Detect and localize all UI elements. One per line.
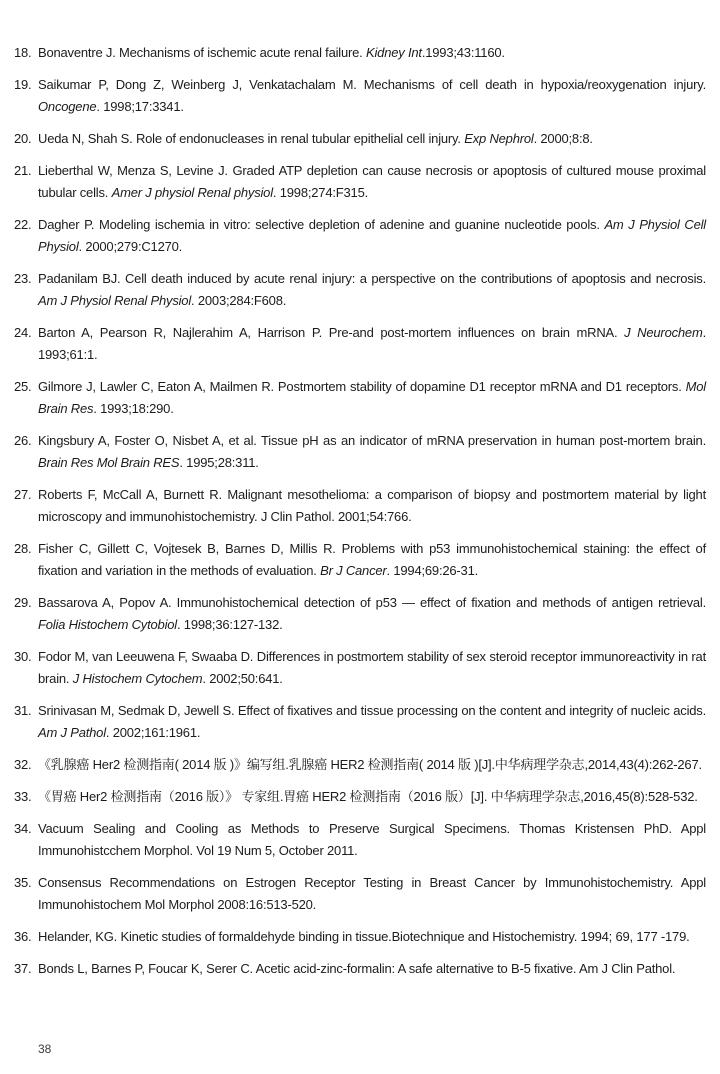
reference-text: Srinivasan M, Sedmak D, Jewell S. Effect of fixatives and tissue processing on the content and integrity of nucleic acids. Am J Pathol. 2002;161:1961. — [38, 703, 706, 740]
reference-text: Dagher P. Modeling ischemia in vitro: selective depletion of adenine and guanine nucleotide pools. Am J Physiol Cell Physiol. 2000;279:C1270. — [38, 217, 706, 254]
reference-number: 33. — [14, 789, 32, 804]
reference-item — [14, 872, 706, 916]
reference-text: 《乳腺癌 Her2 检测指南( 2014 版 )》编写组.乳腺癌 HER2 检测指南( 2014 版 )[J].中华病理学杂志,2014,43(4):262-267. — [38, 757, 702, 772]
reference-item — [14, 818, 706, 862]
reference-number: 18. — [14, 45, 32, 60]
reference-item — [14, 268, 706, 312]
reference-item — [14, 484, 706, 528]
reference-item — [14, 958, 706, 980]
reference-number: 34. — [14, 821, 32, 836]
reference-text: Gilmore J, Lawler C, Eaton A, Mailmen R. Postmortem stability of dopamine D1 receptor mRNA and D1 receptors. Mol Brain Res. 1993;18:290. — [38, 379, 706, 416]
reference-number: 20. — [14, 131, 32, 146]
reference-item — [14, 754, 706, 776]
reference-text: Ueda N, Shah S. Role of endonucleases in renal tubular epithelial cell injury. Exp Nephrol. 2000;8:8. — [38, 131, 593, 146]
reference-number: 31. — [14, 703, 32, 718]
reference-text: Kingsbury A, Foster O, Nisbet A, et al. Tissue pH as an indicator of mRNA preservation in human post-mortem brain. Brain Res Mol Brain RES. 1995;28:311. — [38, 433, 706, 470]
reference-text: 《胃癌 Her2 检测指南（2016 版）》 专家组.胃癌 HER2 检测指南（2016 版）[J]. 中华病理学杂志,2016,45(8):528-532. — [38, 789, 698, 804]
reference-item — [14, 74, 706, 118]
reference-number: 32. — [14, 757, 32, 772]
reference-number: 37. — [14, 961, 32, 976]
reference-number: 28. — [14, 541, 32, 556]
reference-number: 25. — [14, 379, 32, 394]
reference-number: 35. — [14, 875, 32, 890]
reference-item — [14, 376, 706, 420]
reference-item — [14, 926, 706, 948]
reference-number: 19. — [14, 77, 32, 92]
reference-text: Helander, KG. Kinetic studies of formaldehyde binding in tissue.Biotechnique and Histochemistry. 1994; 69, 177 -179. — [38, 929, 690, 944]
reference-item — [14, 538, 706, 582]
reference-item — [14, 128, 706, 150]
reference-text: Fodor M, van Leeuwena F, Swaaba D. Differences in postmortem stability of sex steroid receptor immunoreactivity in rat brain. J Histochem Cytochem. 2002;50:641. — [38, 649, 706, 686]
reference-text: Fisher C, Gillett C, Vojtesek B, Barnes D, Millis R. Problems with p53 immunohistochemical staining: the effect of fixation and variation in the methods of evaluation. Br J Cancer. 1994;69:26-31. — [38, 541, 706, 578]
reference-text: Barton A, Pearson R, Najlerahim A, Harrison P. Pre-and post-mortem influences on brain mRNA. J Neurochem. 1993;61:1. — [38, 325, 707, 362]
reference-number: 22. — [14, 217, 32, 232]
reference-item — [14, 42, 706, 64]
reference-text: Consensus Recommendations on Estrogen Receptor Testing in Breast Cancer by Immunohistochemistry. Appl Immunohistochem Mol Morphol 2008:16:513-520. — [38, 875, 706, 912]
reference-text: Bonaventre J. Mechanisms of ischemic acute renal failure. Kidney Int.1993;43:1160. — [38, 45, 505, 60]
reference-number: 29. — [14, 595, 32, 610]
reference-text: Padanilam BJ. Cell death induced by acute renal injury: a perspective on the contributions of apoptosis and necrosis. Am J Physiol Renal Physiol. 2003;284:F608. — [38, 271, 706, 308]
reference-text: Bassarova A, Popov A. Immunohistochemical detection of p53 — effect of fixation and methods of antigen retrieval. Folia Histochem Cytobiol. 1998;36:127-132. — [38, 595, 706, 632]
reference-number: 30. — [14, 649, 32, 664]
references-list — [14, 42, 706, 980]
reference-text: Vacuum Sealing and Cooling as Methods to Preserve Surgical Specimens. Thomas Kristensen PhD. Appl Immunohistcchem Morphol. Vol 19 Num 5, October 2011. — [38, 821, 706, 858]
reference-number: 27. — [14, 487, 32, 502]
reference-item — [14, 160, 706, 204]
reference-text: Bonds L, Barnes P, Foucar K, Serer C. Acetic acid-zinc-formalin: A safe alternative to B-5 fixative. Am J Clin Pathol. — [38, 961, 676, 976]
reference-item — [14, 214, 706, 258]
reference-text: Lieberthal W, Menza S, Levine J. Graded ATP depletion can cause necrosis or apoptosis of cultured mouse proximal tubular cells. Amer J physiol Renal physiol. 1998;274:F315. — [38, 163, 706, 200]
page-number: 38 — [38, 1042, 52, 1056]
reference-item — [14, 430, 706, 474]
reference-item — [14, 646, 706, 690]
reference-number: 26. — [14, 433, 32, 448]
reference-number: 24. — [14, 325, 32, 340]
reference-number: 36. — [14, 929, 32, 944]
reference-item — [14, 786, 706, 808]
reference-item — [14, 322, 706, 366]
reference-number: 21. — [14, 163, 32, 178]
reference-number: 23. — [14, 271, 32, 286]
reference-text: Saikumar P, Dong Z, Weinberg J, Venkatachalam M. Mechanisms of cell death in hypoxia/reoxygenation injury. Oncogene. 1998;17:3341. — [38, 77, 706, 114]
reference-text: Roberts F, McCall A, Burnett R. Malignant mesothelioma: a comparison of biopsy and postmortem material by light microscopy and immunohistochemistry. J Clin Pathol. 2001;54:766. — [38, 487, 706, 524]
reference-item — [14, 592, 706, 636]
reference-item — [14, 700, 706, 744]
